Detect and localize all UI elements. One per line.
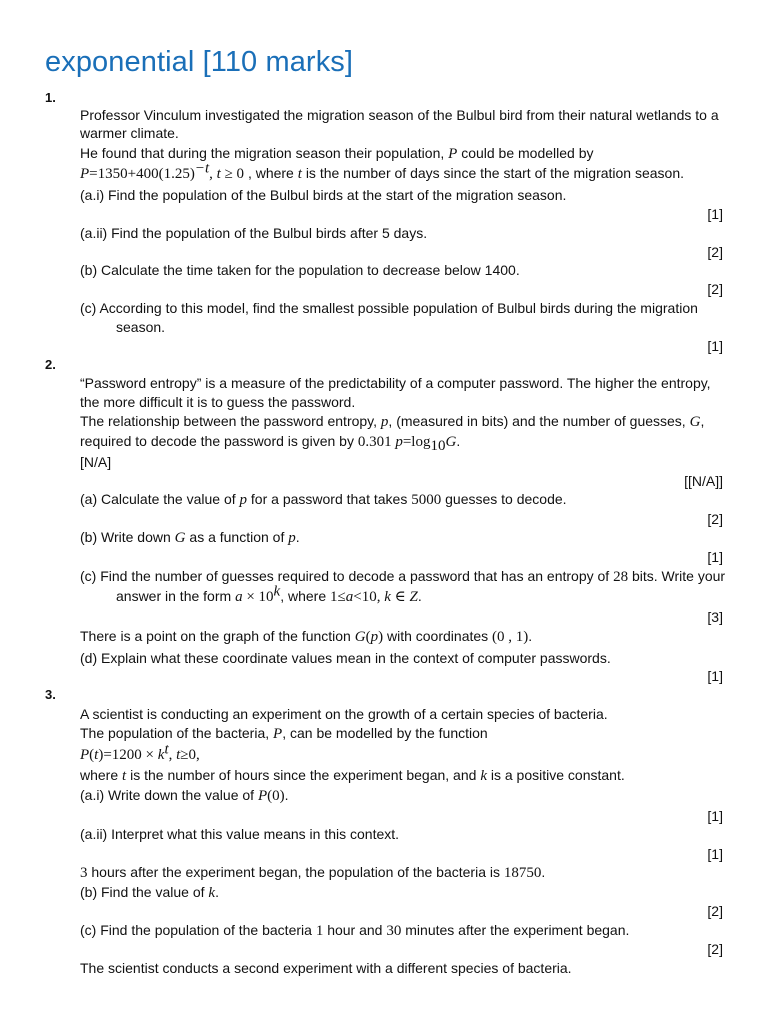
bacteria-formula: P	[80, 747, 90, 763]
question-number-3: 3.	[45, 687, 56, 702]
q2-part-a: (a) Calculate the value of p for a password that takes 5000 guesses to decode.	[80, 491, 567, 508]
q1-part-c-line-2: season.	[116, 319, 166, 335]
q3-second-experiment: The scientist conducts a second experiment with a different species of bacteria.	[80, 960, 572, 976]
q3-a-i-marks: [1]	[707, 808, 723, 824]
q3-where-line: where t is the number of hours since the experiment began, and k is a positive constant.	[80, 767, 625, 784]
q2-part-b: (b) Write down G as a function of p.	[80, 529, 300, 546]
q1-part-a-ii: (a.ii) Find the population of the Bulbul birds after 5 days.	[80, 225, 428, 241]
entropy-formula: 0.301	[357, 434, 396, 450]
q2-a-marks: [2]	[707, 511, 723, 527]
q1-intro-line-1: Professor Vinculum investigated the migration season of the Bulbul bird from their natural wetlands to a	[80, 107, 719, 123]
q2-intro-line-3: The relationship between the password entropy, p, (measured in bits) and the number of guesses, G,	[80, 413, 705, 430]
q3-intro-line-2: The population of the bacteria, P, can be modelled by the function	[80, 725, 488, 742]
q2-intro-line-4: required to decode the password is given by 0.301 $p=\log_{10}G$.	[80, 433, 461, 454]
q1-part-a-i: (a.i) Find the population of the Bulbul birds at the start of the migration season.	[80, 187, 567, 203]
q2-c-marks: [3]	[707, 609, 723, 625]
q2-part-c-line-1: (c) Find the number of guesses required to decode a password that has an entropy of 28 bits. Write your	[80, 568, 726, 585]
q3-part-a-ii: (a.ii) Interpret what this value means in this context.	[80, 826, 400, 842]
q3-part-b: (b) Find the value of k.	[80, 884, 219, 901]
q3-function-line: $P(t)=1200 \times k^t$, t≥0,	[80, 741, 200, 763]
q1-intro-line-2: warmer climate.	[80, 125, 179, 141]
question-number-1: 1.	[45, 90, 56, 105]
q3-intro-line-1: A scientist is conducting an experiment on the growth of a certain species of bacteria.	[80, 706, 608, 722]
q3-part-a-i: (a.i) Write down the value of P(0).	[80, 787, 289, 804]
q1-c-marks: [1]	[707, 338, 723, 354]
q1-part-c-line-1: (c) According to this model, find the smallest possible population of Bulbul birds during the migration	[80, 300, 698, 316]
population-formula: P	[80, 166, 90, 182]
q3-c-marks: [2]	[707, 941, 723, 957]
q3-a-ii-marks: [1]	[707, 846, 723, 862]
q1-a-i-marks: [1]	[707, 206, 723, 222]
q1-b-marks: [2]	[707, 281, 723, 297]
q1-intro-line-3: He found that during the migration season their population, P could be modelled by	[80, 145, 594, 162]
q1-formula-line: $P=1350+400(1.25)^{-t}$, t ≥ 0 , where t is the number of days since the start of the migration season.	[80, 160, 685, 182]
q2-point-line: There is a point on the graph of the function G(p) with coordinates (0 , 1).	[80, 628, 533, 645]
q2-na-marks: [[N/A]]	[684, 473, 723, 489]
q2-part-c-line-2: answer in the form $a \times 10^k$, where 1≤a<10, k ∈ Z.	[116, 583, 422, 605]
q3-b-marks: [2]	[707, 903, 723, 919]
q3-part-c: (c) Find the population of the bacteria 1 hour and 30 minutes after the experiment began.	[80, 922, 630, 939]
q2-b-marks: [1]	[707, 549, 723, 565]
q2-intro-line-2: the more difficult it is to guess the password.	[80, 394, 356, 410]
q1-part-b: (b) Calculate the time taken for the population to decrease below 1400.	[80, 262, 520, 278]
q1-a-ii-marks: [2]	[707, 244, 723, 260]
q2-intro-line-1: “Password entropy” is a measure of the predictability of a computer password. The higher the entropy,	[80, 375, 711, 391]
page-title: exponential [110 marks]	[45, 46, 354, 78]
q3-hours-line: 3 hours after the experiment began, the population of the bacteria is 18750.	[80, 864, 546, 881]
question-number-2: 2.	[45, 357, 56, 372]
q2-d-marks: [1]	[707, 668, 723, 684]
q2-part-d: (d) Explain what these coordinate values mean in the context of computer passwords.	[80, 650, 611, 666]
q2-na-line: [N/A]	[80, 454, 112, 470]
